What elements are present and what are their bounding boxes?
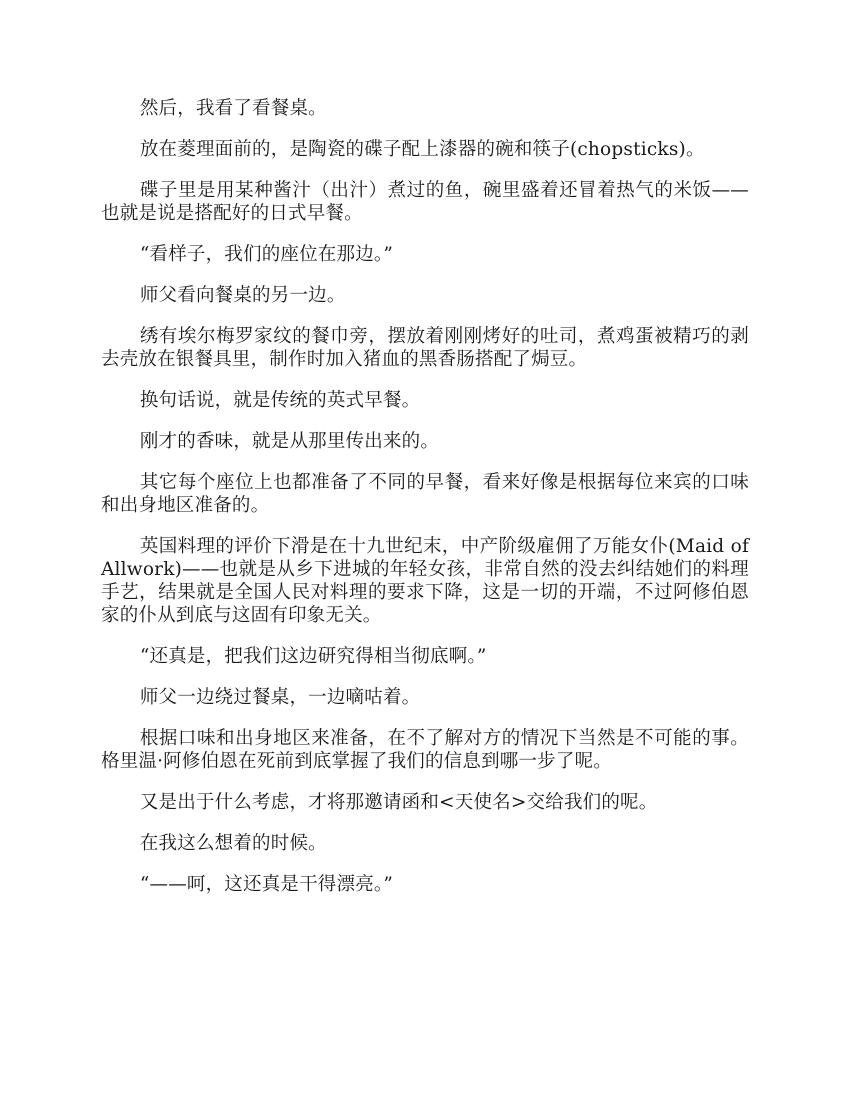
paragraph: 放在菱理面前的，是陶瓷的碟子配上漆器的碗和筷子(chopsticks)。	[139, 139, 705, 160]
paragraph: 又是出于什么考虑，才将那邀请函和<天使名>交给我们的呢。	[139, 792, 658, 813]
paragraph: 根据口味和出身地区来准备，在不了解对方的情况下当然是不可能的事。格里温·阿修伯恩在死前到底掌握了我们的信息到哪一步了呢。	[101, 728, 749, 772]
paragraph: 其它每个座位上也都准备了不同的早餐，看来好像是根据每位来宾的口味和出身地区准备的。	[101, 472, 749, 516]
paragraph: 师父看向餐桌的另一边。	[139, 285, 346, 306]
paragraph: 刚才的香味，就是从那里传出来的。	[139, 431, 440, 452]
paragraph: 英国料理的评价下滑是在十九世纪末，中产阶级雇佣了万能女仆(Maid of Allwork)——也就是从乡下进城的年轻女孩，非常自然的没去纠结她们的料理手艺，结果就是全国人民对料理的要求下降，这是一切的开端，不过阿修伯恩家的仆从到底与这固有印象无关。	[101, 536, 749, 626]
document-body	[101, 97, 749, 914]
paragraph: 师父一边绕过餐桌，一边嘀咕着。	[139, 687, 421, 708]
paragraph: “看样子，我们的座位在那边。”	[139, 244, 394, 265]
paragraph: 绣有埃尔梅罗家纹的餐巾旁，摆放着刚刚烤好的吐司，煮鸡蛋被精巧的剥去壳放在银餐具里，制作时加入猪血的黑香肠搭配了焗豆。	[101, 326, 749, 370]
paragraph: 然后，我看了看餐桌。	[139, 98, 327, 119]
paragraph: “——呵，这还真是干得漂亮。”	[139, 874, 394, 895]
paragraph: “还真是，把我们这边研究得相当彻底啊。”	[139, 646, 487, 667]
paragraph: 在我这么想着的时候。	[139, 833, 327, 854]
paragraph: 碟子里是用某种酱汁（出汁）煮过的鱼，碗里盛着还冒着热气的米饭——也就是说是搭配好的日式早餐。	[101, 180, 749, 224]
paragraph: 换句话说，就是传统的英式早餐。	[139, 390, 421, 411]
